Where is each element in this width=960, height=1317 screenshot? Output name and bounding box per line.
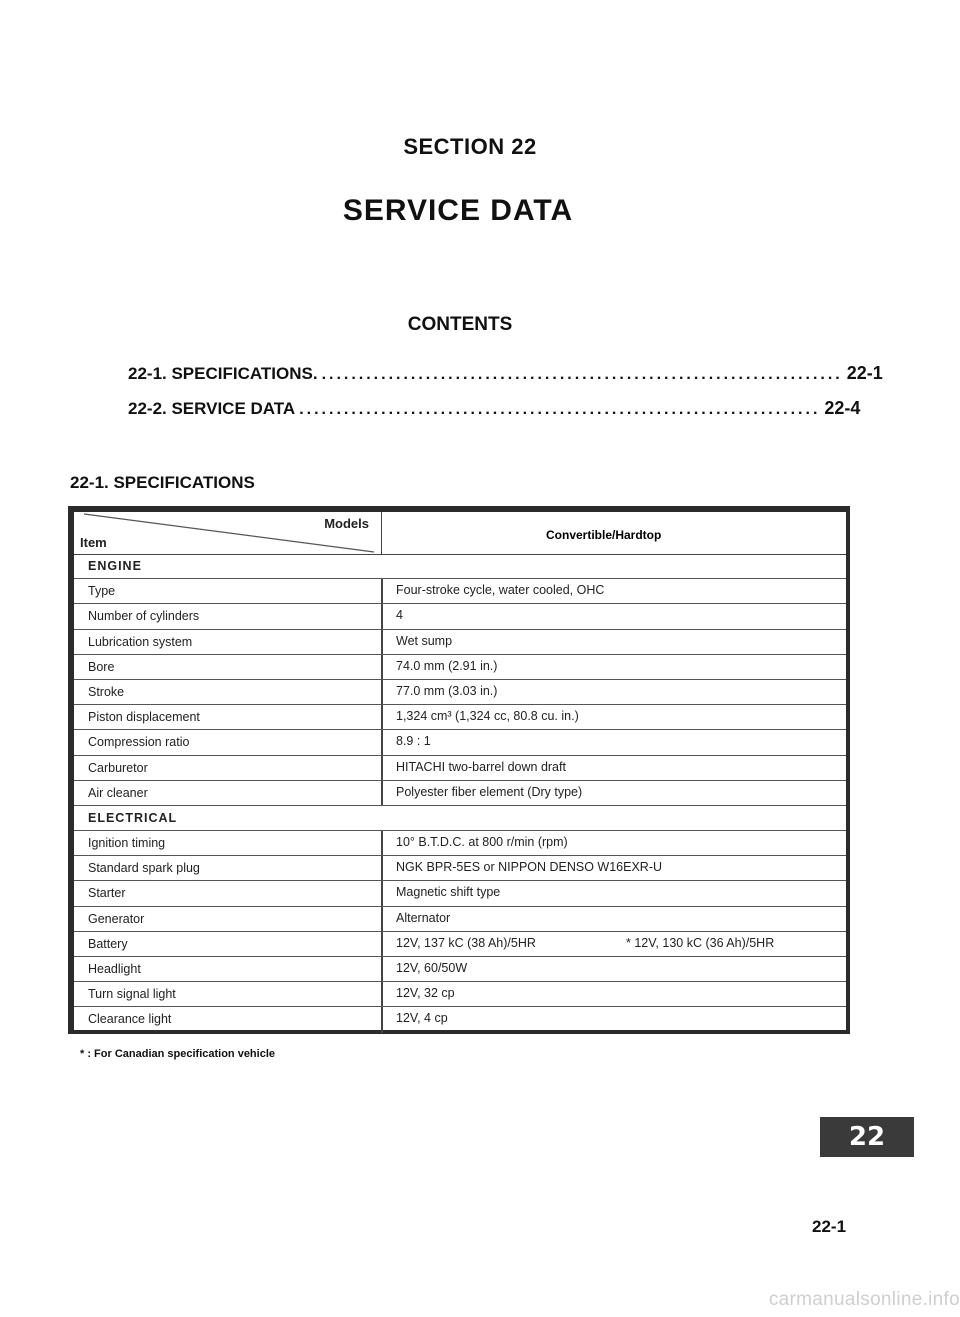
row-value: Wet sump — [396, 633, 453, 648]
table-row — [74, 881, 846, 906]
specifications-table — [68, 506, 850, 1034]
row-item: Ignition timing — [88, 836, 166, 851]
table-header — [74, 512, 846, 555]
row-item: Lubrication system — [88, 634, 193, 649]
header-models-label: Models — [324, 516, 369, 531]
row-item: Piston displacement — [88, 710, 200, 725]
row-value: 12V, 137 kC (38 Ah)/5HR — [396, 935, 536, 950]
toc-entry-page: 22-4 — [824, 398, 861, 418]
table-row — [74, 957, 846, 982]
row-item: Clearance light — [88, 1012, 172, 1027]
table-row — [74, 856, 846, 881]
row-item: Standard spark plug — [88, 861, 200, 876]
footnote: * : For Canadian specification vehicle — [80, 1048, 275, 1060]
table-row — [74, 579, 846, 604]
row-value: 12V, 4 cp — [396, 1011, 448, 1026]
table-row — [74, 831, 846, 856]
page-number: 22-1 — [812, 1217, 847, 1236]
table-row — [74, 730, 846, 755]
toc-entry-label: 22-1. SPECIFICATIONS. — [128, 364, 318, 383]
row-item: Carburetor — [88, 760, 148, 775]
toc-entry-page: 22-1 — [846, 363, 883, 383]
table-row — [74, 630, 846, 655]
header-model-name: Convertible/Hardtop — [546, 528, 662, 542]
table-row — [74, 705, 846, 730]
toc-entry-service-data[interactable] — [128, 398, 861, 419]
group-label: ENGINE — [88, 559, 142, 573]
row-item: Starter — [88, 886, 126, 901]
table-row — [74, 1007, 846, 1032]
row-item: Air cleaner — [88, 785, 148, 800]
toc-entry-label: 22-2. SERVICE DATA — [128, 399, 296, 418]
row-value: 77.0 mm (3.03 in.) — [396, 683, 498, 698]
row-value: HITACHI two-barrel down draft — [396, 759, 566, 774]
table-group-electrical — [74, 806, 846, 831]
row-item: Headlight — [88, 962, 141, 976]
section-tab-badge: 22 — [820, 1117, 914, 1157]
row-item: Turn signal light — [88, 987, 176, 1002]
table-row — [74, 907, 846, 932]
row-value: Magnetic shift type — [396, 885, 501, 900]
section-label: SECTION 22 — [403, 134, 537, 159]
row-item: Generator — [88, 911, 145, 926]
row-item: Bore — [88, 659, 115, 674]
table-row — [74, 756, 846, 781]
toc-leader-dots: ...................................................................... — [321, 366, 843, 383]
table-row — [74, 982, 846, 1007]
row-item: Compression ratio — [88, 735, 190, 750]
page-title: SERVICE DATA — [342, 194, 574, 227]
row-value: 10° B.T.D.C. at 800 r/min (rpm) — [396, 835, 568, 850]
table-row — [74, 781, 846, 806]
table-row — [74, 655, 846, 680]
row-value: NGK BPR-5ES or NIPPON DENSO W16EXR-U — [396, 860, 663, 875]
specifications-heading: 22-1. SPECIFICATIONS — [70, 473, 255, 492]
row-value: 8.9 : 1 — [396, 734, 431, 749]
table-row — [74, 932, 846, 957]
row-value: Four-stroke cycle, water cooled, OHC — [396, 583, 605, 598]
row-value: 12V, 32 cp — [396, 986, 455, 1001]
group-label: ELECTRICAL — [88, 810, 178, 825]
row-item: Battery — [88, 936, 128, 951]
table-header-corner — [74, 512, 382, 554]
watermark: carmanualsonline.info — [768, 1289, 960, 1310]
header-item-label: Item — [80, 535, 107, 550]
row-value: Polyester fiber element (Dry type) — [396, 784, 583, 799]
toc-entry-specifications[interactable] — [128, 363, 883, 384]
table-group-engine — [74, 554, 846, 579]
toc-leader-dots: ...................................................................... — [299, 401, 821, 418]
contents-heading: CONTENTS — [407, 314, 513, 335]
row-note: * 12V, 130 kC (36 Ah)/5HR — [626, 935, 775, 950]
row-value: 4 — [396, 608, 403, 623]
table-body — [74, 554, 846, 1033]
row-value: 1,324 cm³ (1,324 cc, 80.8 cu. in.) — [396, 709, 579, 724]
row-value: 74.0 mm (2.91 in.) — [396, 658, 498, 673]
table-row — [74, 604, 846, 629]
row-item: Stroke — [88, 684, 125, 699]
row-item: Type — [88, 584, 116, 599]
row-value: 12V, 60/50W — [396, 961, 468, 975]
row-value: Alternator — [396, 910, 451, 925]
row-item: Number of cylinders — [88, 609, 200, 624]
table-row — [74, 680, 846, 705]
